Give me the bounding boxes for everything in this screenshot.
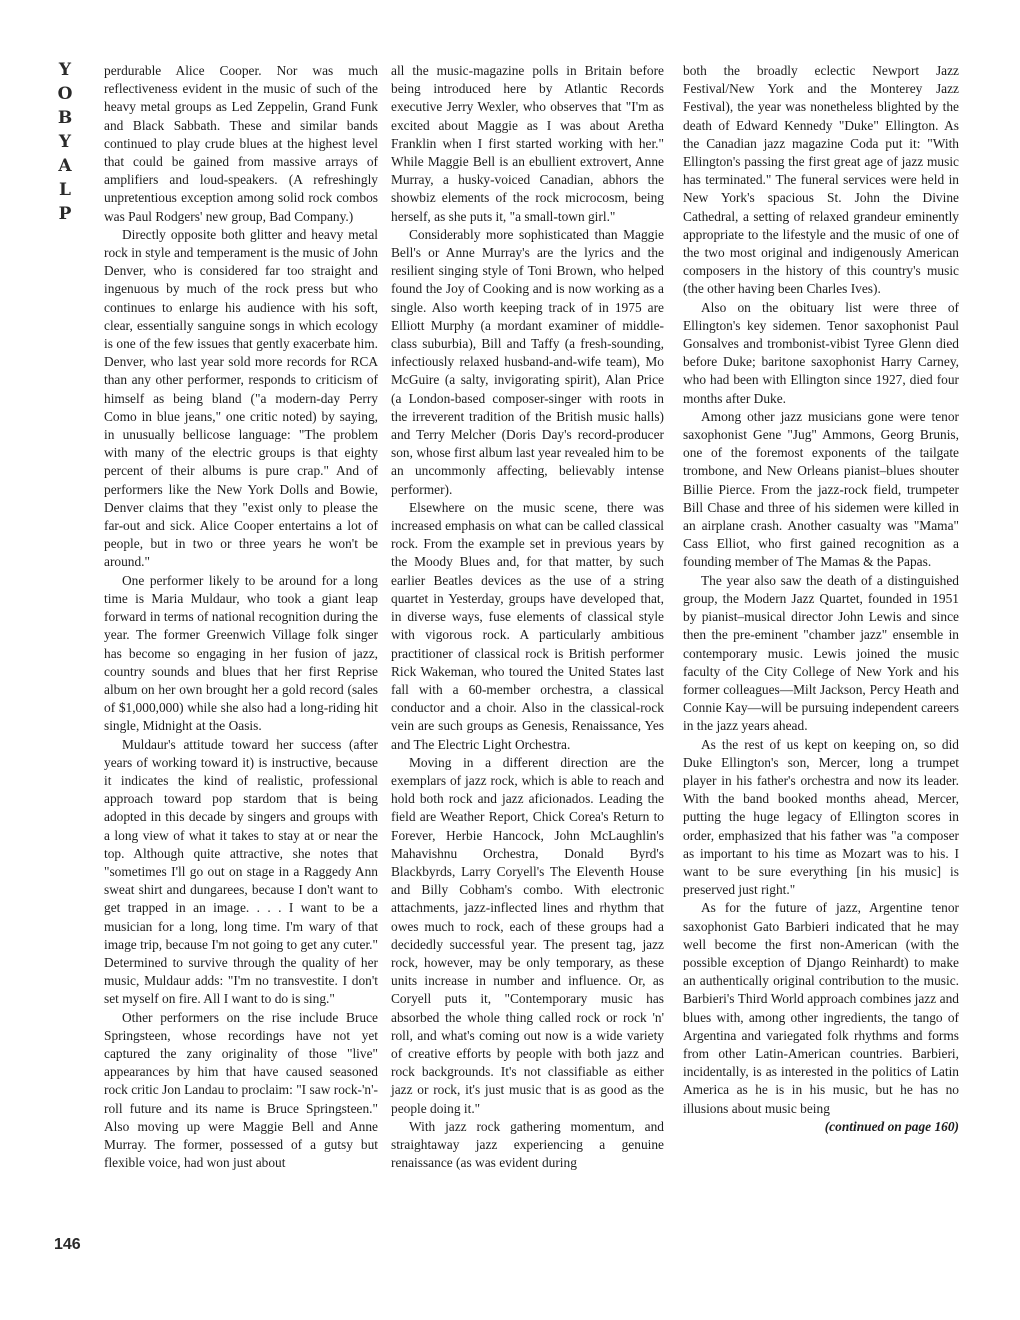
column-1 <box>104 62 378 1172</box>
paragraph: As the rest of us kept on keeping on, so did Duke Ellington's son, Mercer, long a trumpet player in his father's orchestra and now its leader. With the band booked months ahead, Mercer, putting the huge legacy of Ellington scores in order, emphasized that his father was "a composer as important to his time as Mozart was to his. I want to be sure everything [in his music] is preserved just right." <box>683 736 959 898</box>
paragraph: all the music-magazine polls in Britain before being introduced here by Atlantic Records executive Jerry Wexler, who observes that "I'm as excited about Maggie as I was about Aretha Franklin when I first started working with her." While Maggie Bell is an ebullient extrovert, Anne Murray, a husky-voiced Canadian, abhors the showbiz elements of the rock microcosm, being herself, as she puts it, "a small-town girl." <box>391 63 664 224</box>
masthead-letter: P <box>58 204 72 224</box>
masthead-letter: Y <box>58 132 72 152</box>
paragraph: Other performers on the rise include Bruce Springsteen, whose recordings have not yet captured the zany originality of those "live" appearances by him that have caused seasoned rock critic Jon Landau to proclaim: "I saw rock-'n'-roll future and its name is Bruce Springsteen." Also moving up were Maggie Bell and Anne Murray. The former, possessed of a gutsy but flexible voice, had won just about <box>104 1009 378 1171</box>
masthead-letter: O <box>57 84 73 104</box>
paragraph: Directly opposite both glitter and heavy metal rock in style and temperament is the music of John Denver, who is considered far too straight and ingenuous by much of the rock press but who continues to enlarge his audience with his soft, clear, essentially sanguine songs in which ecology is one of the few issues that gently exacerbate him. Denver, who last year sold more records for RCA than any other performer, responds to criticism of himself as being bland ("a modern-day Perry Como in blue jeans," one critic noted) by saying, in unusually bellicose language: "The problem with many of the electric groups is that eighty percent of their albums is pure crap." And of performers like the New York Dolls and Bowie, Denver claims that they "exist only to please the far-out and sick. Alice Cooper entertains a lot of people, but in two or three years he won't be around." <box>104 226 378 570</box>
column-3 <box>683 62 959 1136</box>
column-2 <box>391 62 664 1172</box>
paragraph: both the broadly eclectic Newport Jazz Festival/New York and the Monterey Jazz Festival), the year was nonetheless blighted by the death of Edward Kennedy "Duke" Ellington. As the Canadian jazz magazine Coda put it: "With Ellington's passing the first great age of jazz music has terminated." The funeral services were held in New York's spacious St. John the Divine Cathedral, a setting of relaxed grandeur eminently appropriate to the lifestyle and the music of one of the two most original and indigenously American composers in the history of this country's music (the other having been Charles Ives). <box>683 63 959 297</box>
masthead-letter: L <box>59 180 71 200</box>
paragraph: As for the future of jazz, Argentine tenor saxophonist Gato Barbieri indicated that he may well become the first non-American (with the possible exception of Django Reinhardt) to make an authentically original contribution to the music. Barbieri's Third World approach combines jazz and blues with, among other ingredients, the tango of Argentina and variegated folk rhythms and forms from other Latin-American countries. Barbieri, incidentally, is as interested in the politics of Latin America as he is in his music, but he has no illusions about music being <box>683 900 959 1116</box>
paragraph: With jazz rock gathering momentum, and straightaway jazz experiencing a genuine renaissance (as was evident during <box>391 1118 664 1171</box>
masthead-vertical <box>50 58 80 226</box>
paragraph: One performer likely to be around for a long time is Maria Muldaur, who took a giant leap forward in terms of national recognition during the year. The former Greenwich Village folk singer has become so engaging in her fusion of jazz, country sounds and blues that her first Reprise album on her own brought her a gold record (sales of $1,000,000) while she also had a long-riding hit single, Midnight at the Oasis. <box>104 572 378 734</box>
paragraph: Elsewhere on the music scene, there was increased emphasis on what can be called classical rock. From the example set in previous years by the Moody Blues and, for that matter, by such earlier Beatles devices as the use of a string quartet in Yesterday, groups have developed that, in diverse ways, fuse elements of classical style with vigorous rock. A particularly ambitious practitioner of classical rock is British performer Rick Wakeman, who toured the United States last fall with a 60-member orchestra, a classical conductor and a choir. Also in the classical-rock vein are such groups as Genesis, Renaissance, Yes and The Electric Light Orchestra. <box>391 499 664 752</box>
masthead-letter: A <box>58 156 72 176</box>
paragraph: perdurable Alice Cooper. Nor was much reflectiveness evident in the music of such of the heavy metal groups as Led Zeppelin, Grand Funk and Black Sabbath. These and similar bands continued to play crude blues at the highest level that could be gained from massive arrays of amplifiers and loud-speakers. (A refreshingly unpretentious exception among solid rock combos was Paul Rodgers' new group, Bad Company.) <box>104 63 378 224</box>
paragraph: Moving in a different direction are the exemplars of jazz rock, which is able to reach and hold both rock and jazz aficionados. Leading the field are Weather Report, Chick Corea's Return to Forever, Herbie Hancock, John McLaughlin's Mahavishnu Orchestra, Donald Byrd's Blackbyrds, Larry Coryell's The Eleventh House and Billy Cobham's combo. With electronic attachments, jazz-inflected lines and rhythm that owes much to rock, each of these groups had a decidedly successful year. The present tag, jazz rock, however, may be only temporary, as these units increase in number and influence. Or, as Coryell puts it, "Contemporary music has absorbed the whole thing called rock or rock 'n' roll, and what's coming out now is a wide variety of creative efforts by people with both jazz and rock backgrounds. It's not classifiable as either jazz or rock, it's just music that is as good as the people doing it." <box>391 754 664 1116</box>
paragraph: Among other jazz musicians gone were tenor saxophonist Gene "Jug" Ammons, Georg Brunis, one of the foremost exponents of the tailgate trombone, and New Orleans pianist–blues shouter Billie Pierce. From the jazz-rock field, trumpeter Bill Chase and three of his sidemen were killed in an airplane crash. Another casualty was "Mama" Cass Elliot, who first gained recognition as a founding member of The Mamas & the Papas. <box>683 408 959 570</box>
paragraph: Muldaur's attitude toward her success (after years of working toward it) is instructive, because it indicates the kind of realistic, professional approach toward pop stardom that is being adopted in this decade by singers and groups with a long view of what it takes to stay at or near the top. Although quite attractive, she notes that "sometimes I'll go out on stage in a Raggedy Ann sweat shirt and dungarees, because I don't want to get trapped in an image. . . . I want to be a musician for a long, long time. I'm wary of that image trip, because I'm not going to get any cuter." Determined to survive through the quality of her music, Muldaur adds: "I'm no transvestite. I don't set myself on fire. All I want to do is sing." <box>104 736 378 1007</box>
masthead-letter: Y <box>58 60 72 80</box>
continued-line: (continued on page 160) <box>824 1118 959 1134</box>
paragraph: The year also saw the death of a distinguished group, the Modern Jazz Quartet, founded in 1951 by pianist–musical director John Lewis and since then the pre-eminent "chamber jazz" ensemble in contemporary music. Lewis joined the music faculty of the City College of New York and his former colleagues—Milt Jackson, Percy Heath and Connie Kay—will be pursuing independent careers in the jazz years ahead. <box>683 572 959 734</box>
page-number: 146 <box>54 1236 81 1253</box>
paragraph: Considerably more sophisticated than Maggie Bell's or Anne Murray's are the lyrics and the resilient singing style of Toni Brown, who helped found the Joy of Cooking and is now working as a single. Also worth keeping track of in 1975 are Elliott Murphy (a mordant examiner of middle-class suburbia), Bill and Taffy (a fresh-sounding, infectiously relaxed husband-and-wife team), Mo McGuire (a salty, invigorating spirit), Alan Price (a London-based composer-singer with roots in the irreverent tradition of the British music halls) and Terry Melcher (Doris Day's record-producer son, whose first album last year revealed him to be an uncommonly affecting, believably intense performer). <box>391 226 664 497</box>
masthead-letter: B <box>57 108 73 128</box>
paragraph: Also on the obituary list were three of Ellington's key sidemen. Tenor saxophonist Paul Gonsalves and trombonist-vibist Tyree Glenn died before Duke; baritone saxophonist Harry Carney, who had been with Ellington since 1927, died four months after Duke. <box>683 299 959 406</box>
